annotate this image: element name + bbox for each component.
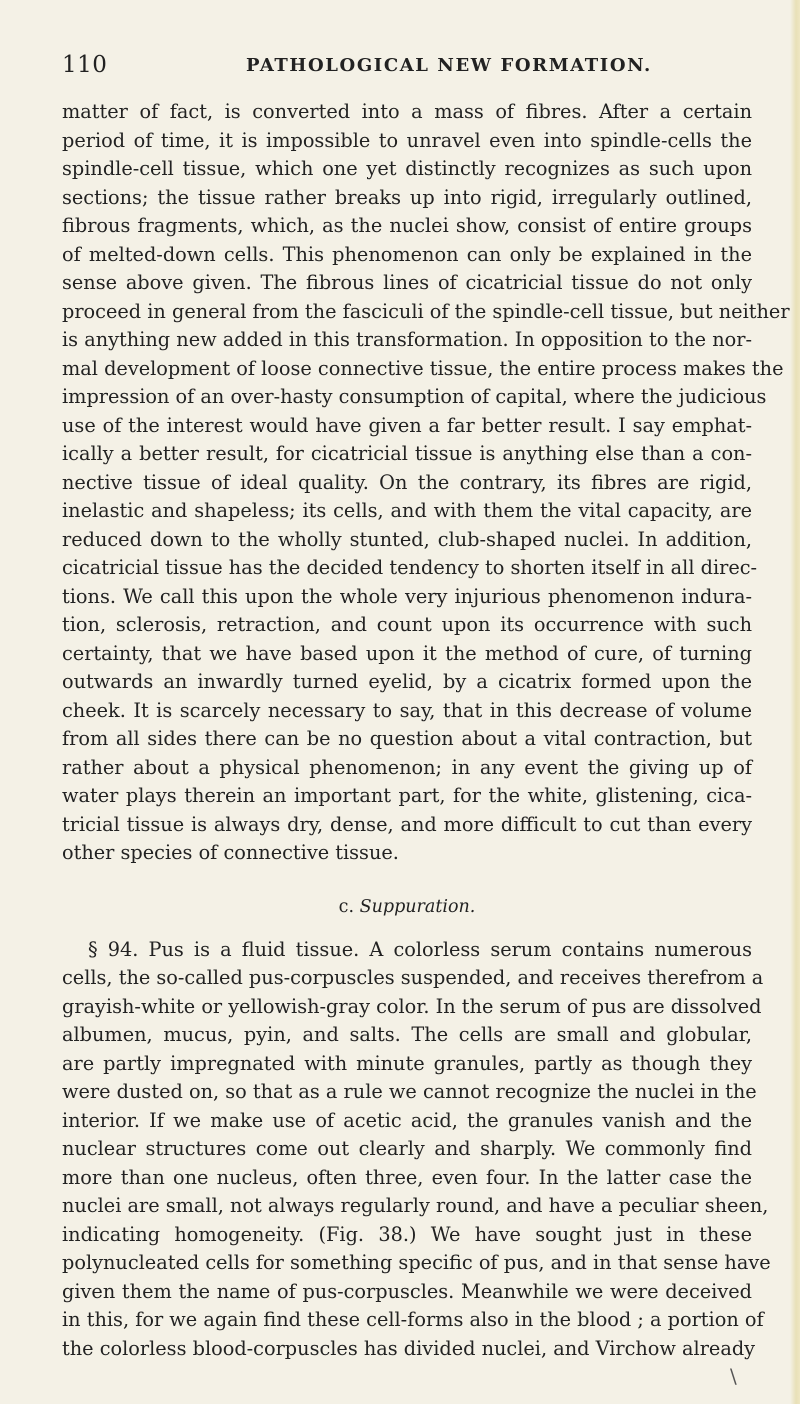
text-line: albumen, mucus, pyin, and salts. The cells are small and globular, [62,1023,752,1046]
text-line: tricial tissue is always dry, dense, and more difficult to cut than every [62,812,752,836]
text-line: given them the name of pus-corpuscles. Meanwhile we were deceived [62,1279,752,1303]
text-line: of melted-down cells. This phenomenon can only be explained in the [62,242,752,266]
text-line: grayish-white or yellowish-gray color. In the serum of pus are dissolved [62,994,762,1018]
text-line: cheek. It is scarcely necessary to say, that in this decrease of volume [62,698,752,722]
text-line: ically a better result, for cicatricial tissue is anything else than a con- [62,442,752,465]
text-line: from all sides there can be no question about a vital contraction, but [62,727,752,750]
section-letter: c. [338,896,355,917]
text-line: nuclei are small, not always regularly round, and have a peculiar sheen, [62,1194,769,1217]
text-line: § 94. Pus is a fluid tissue. A colorless serum contains numerous [88,937,752,961]
text-line: inelastic and shapeless; its cells, and with them the vital capacity, are [62,499,752,522]
text-line: in this, for we again find these cell-forms also in the blood ; a portion of [62,1308,764,1331]
text-line: is anything new added in this transformation. In opposition to the nor- [62,328,752,351]
text-line: sections; the tissue rather breaks up into rigid, irregularly outlined, [62,185,752,209]
page-edge [790,0,800,1404]
text-line: nective tissue of ideal quality. On the contrary, its fibres are rigid, [62,470,752,494]
text-line: indicating homogeneity. (Fig. 38.) We have sought just in these [62,1222,752,1246]
text-line: outwards an inwardly turned eyelid, by a cicatrix formed upon the [62,670,752,693]
text-line: more than one nucleus, often three, even four. In the latter case the [62,1165,752,1189]
section-title: Suppuration. [359,896,476,917]
text-line: sense above given. The fibrous lines of cicatricial tissue do not only [62,271,752,294]
text-line: use of the interest would have given a far better result. I say emphat- [62,413,752,437]
text-line: mal development of loose connective tissue, the entire process makes the [62,356,784,380]
text-line: other species of connective tissue. [62,841,399,864]
text-line: nuclear structures come out clearly and sharply. We commonly find [62,1137,752,1160]
text-line: period of time, it is impossible to unravel even into spindle-cells the [62,128,752,152]
text-line: spindle-cell tissue, which one yet distinctly recognizes as such upon [62,157,752,180]
page-number: 110 [62,52,108,78]
text-line: fibrous fragments, which, as the nuclei show, consist of entire groups [62,214,752,237]
paragraph-1 [62,98,790,868]
text-line: were dusted on, so that as a rule we cannot recognize the nuclei in the [62,1080,757,1103]
text-line: cells, the so-called pus-corpuscles suspended, and receives therefrom a [62,966,764,989]
text-line: interior. If we make use of acetic acid, the granules vanish and the [62,1108,752,1132]
text-line: cicatricial tissue has the decided tendency to shorten itself in all direc- [62,556,758,579]
text-line: tions. We call this upon the whole very injurious phenomenon indura- [62,584,752,608]
text-line: polynucleated cells for something specific of pus, and in that sense have [62,1251,771,1274]
running-title: PATHOLOGICAL NEW FORMATION. [246,55,652,76]
text-line: the colorless blood-corpuscles has divided nuclei, and Virchow already [62,1336,756,1360]
text-line: are partly impregnated with minute granules, partly as though they [62,1051,752,1075]
text-line: rather about a physical phenomenon; in any event the giving up of [62,755,752,779]
body-text [62,98,790,1363]
section-heading [62,868,752,936]
text-line: impression of an over-hasty consumption of capital, where the judicious [62,385,767,408]
text-line: certainty, that we have based upon it the method of cure, of turning [62,641,752,665]
paragraph-2 [62,936,771,1364]
text-line: water plays therein an important part, for the white, glistening, cica- [62,784,752,807]
page-corner-mark: \ [730,1364,737,1388]
text-line: tion, sclerosis, retraction, and count upon its occurrence with such [62,613,752,636]
text-line: reduced down to the wholly stunted, club-shaped nuclei. In addition, [62,527,752,551]
text-line: matter of fact, is converted into a mass of fibres. After a certain [62,100,752,123]
text-line: proceed in general from the fasciculi of the spindle-cell tissue, but neither [62,299,790,323]
page-header [62,52,752,84]
